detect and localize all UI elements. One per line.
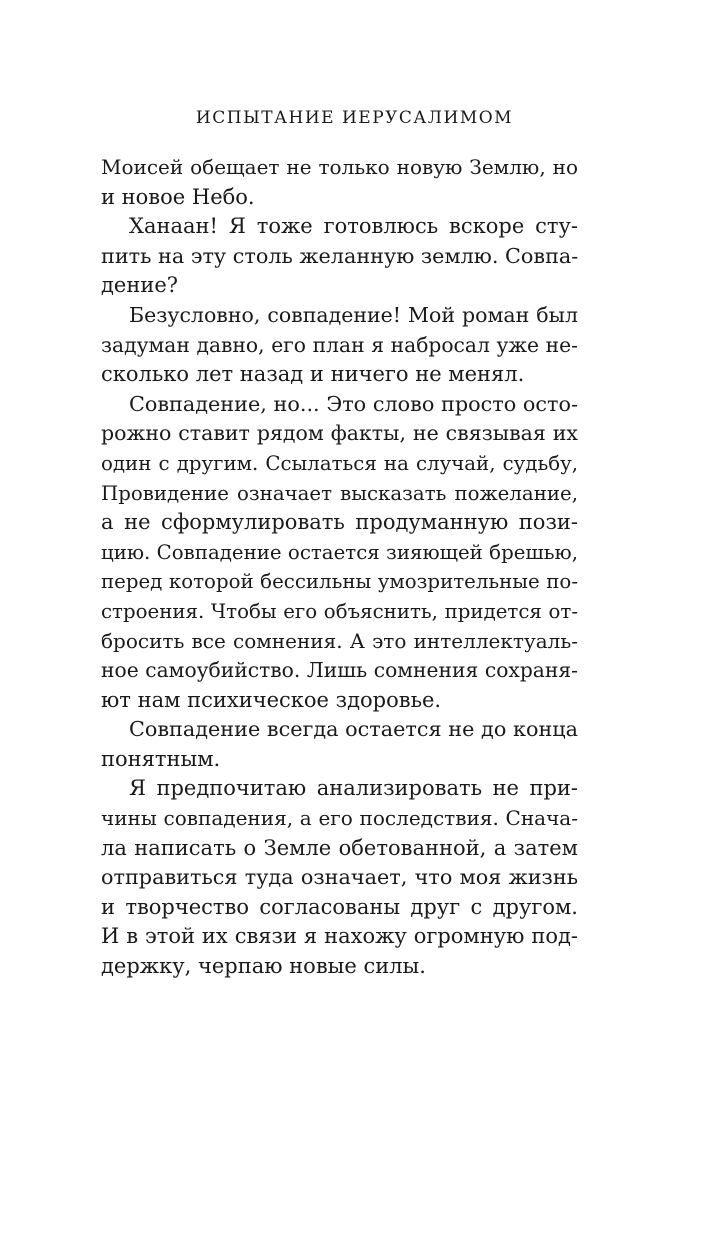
text-line: сколько лет назад и ничего не менял. bbox=[101, 362, 525, 387]
text-line: Я предпочитаю анализировать не при- bbox=[129, 776, 578, 801]
text-line: а не сформулировать продуманную пози- bbox=[101, 510, 578, 535]
text-line: И в этой их связи я нахожу огромную под- bbox=[101, 924, 578, 949]
text-line: Совпадение всегда остается не до конца bbox=[129, 717, 578, 742]
text-line: рожно ставит рядом факты, не связывая их bbox=[101, 421, 578, 446]
text-line: Моисей обещает не только новую Землю, но bbox=[101, 155, 578, 179]
running-head: ИСПЫТАНИЕ ИЕРУСАЛИМОМ bbox=[195, 108, 514, 128]
text-line: Совпадение, но... Это слово просто осто- bbox=[129, 391, 578, 416]
text-line: задуман давно, его план я набросал уже не- bbox=[101, 332, 578, 357]
text-line: чины совпадения, а его последствия. Снача- bbox=[101, 806, 578, 831]
text-line: пить на эту столь желанную землю. Совпа- bbox=[101, 243, 579, 268]
text-line: бросить все сомнения. А это интеллектуаль- bbox=[101, 628, 578, 653]
text-line: строения. Чтобы его объяснить, придется от- bbox=[101, 599, 578, 623]
text-line: Ханаан! Я тоже готовлюсь вскоре сту- bbox=[129, 214, 578, 239]
text-line: Безусловно, совпадение! Мой роман был bbox=[129, 302, 578, 327]
text-line: понятным. bbox=[101, 746, 221, 771]
text-line: перед которой бессильны умозрительные по- bbox=[101, 570, 578, 594]
text-line: отправиться туда означает, что моя жизнь bbox=[101, 865, 578, 890]
text-line: ла написать о Земле обетованной, а затем bbox=[101, 835, 578, 860]
text-line: и творчество согласованы друг с другом. bbox=[101, 894, 578, 919]
text-line: цию. Совпадение остается зияющей брешью, bbox=[101, 540, 578, 564]
text-line: Провидение означает высказать пожелание, bbox=[101, 481, 578, 505]
text-line: и новое Небо. bbox=[101, 184, 255, 209]
text-line: дение? bbox=[101, 273, 179, 298]
text-line: ное самоубийство. Лишь сомнения сохраня- bbox=[101, 658, 578, 683]
body-text bbox=[101, 153, 578, 982]
text-line: держку, черпаю новые силы. bbox=[101, 954, 426, 979]
text-line: один с другим. Ссылаться на случай, судьбу, bbox=[101, 451, 578, 475]
text-line: ют нам психическое здоровье. bbox=[101, 687, 442, 712]
